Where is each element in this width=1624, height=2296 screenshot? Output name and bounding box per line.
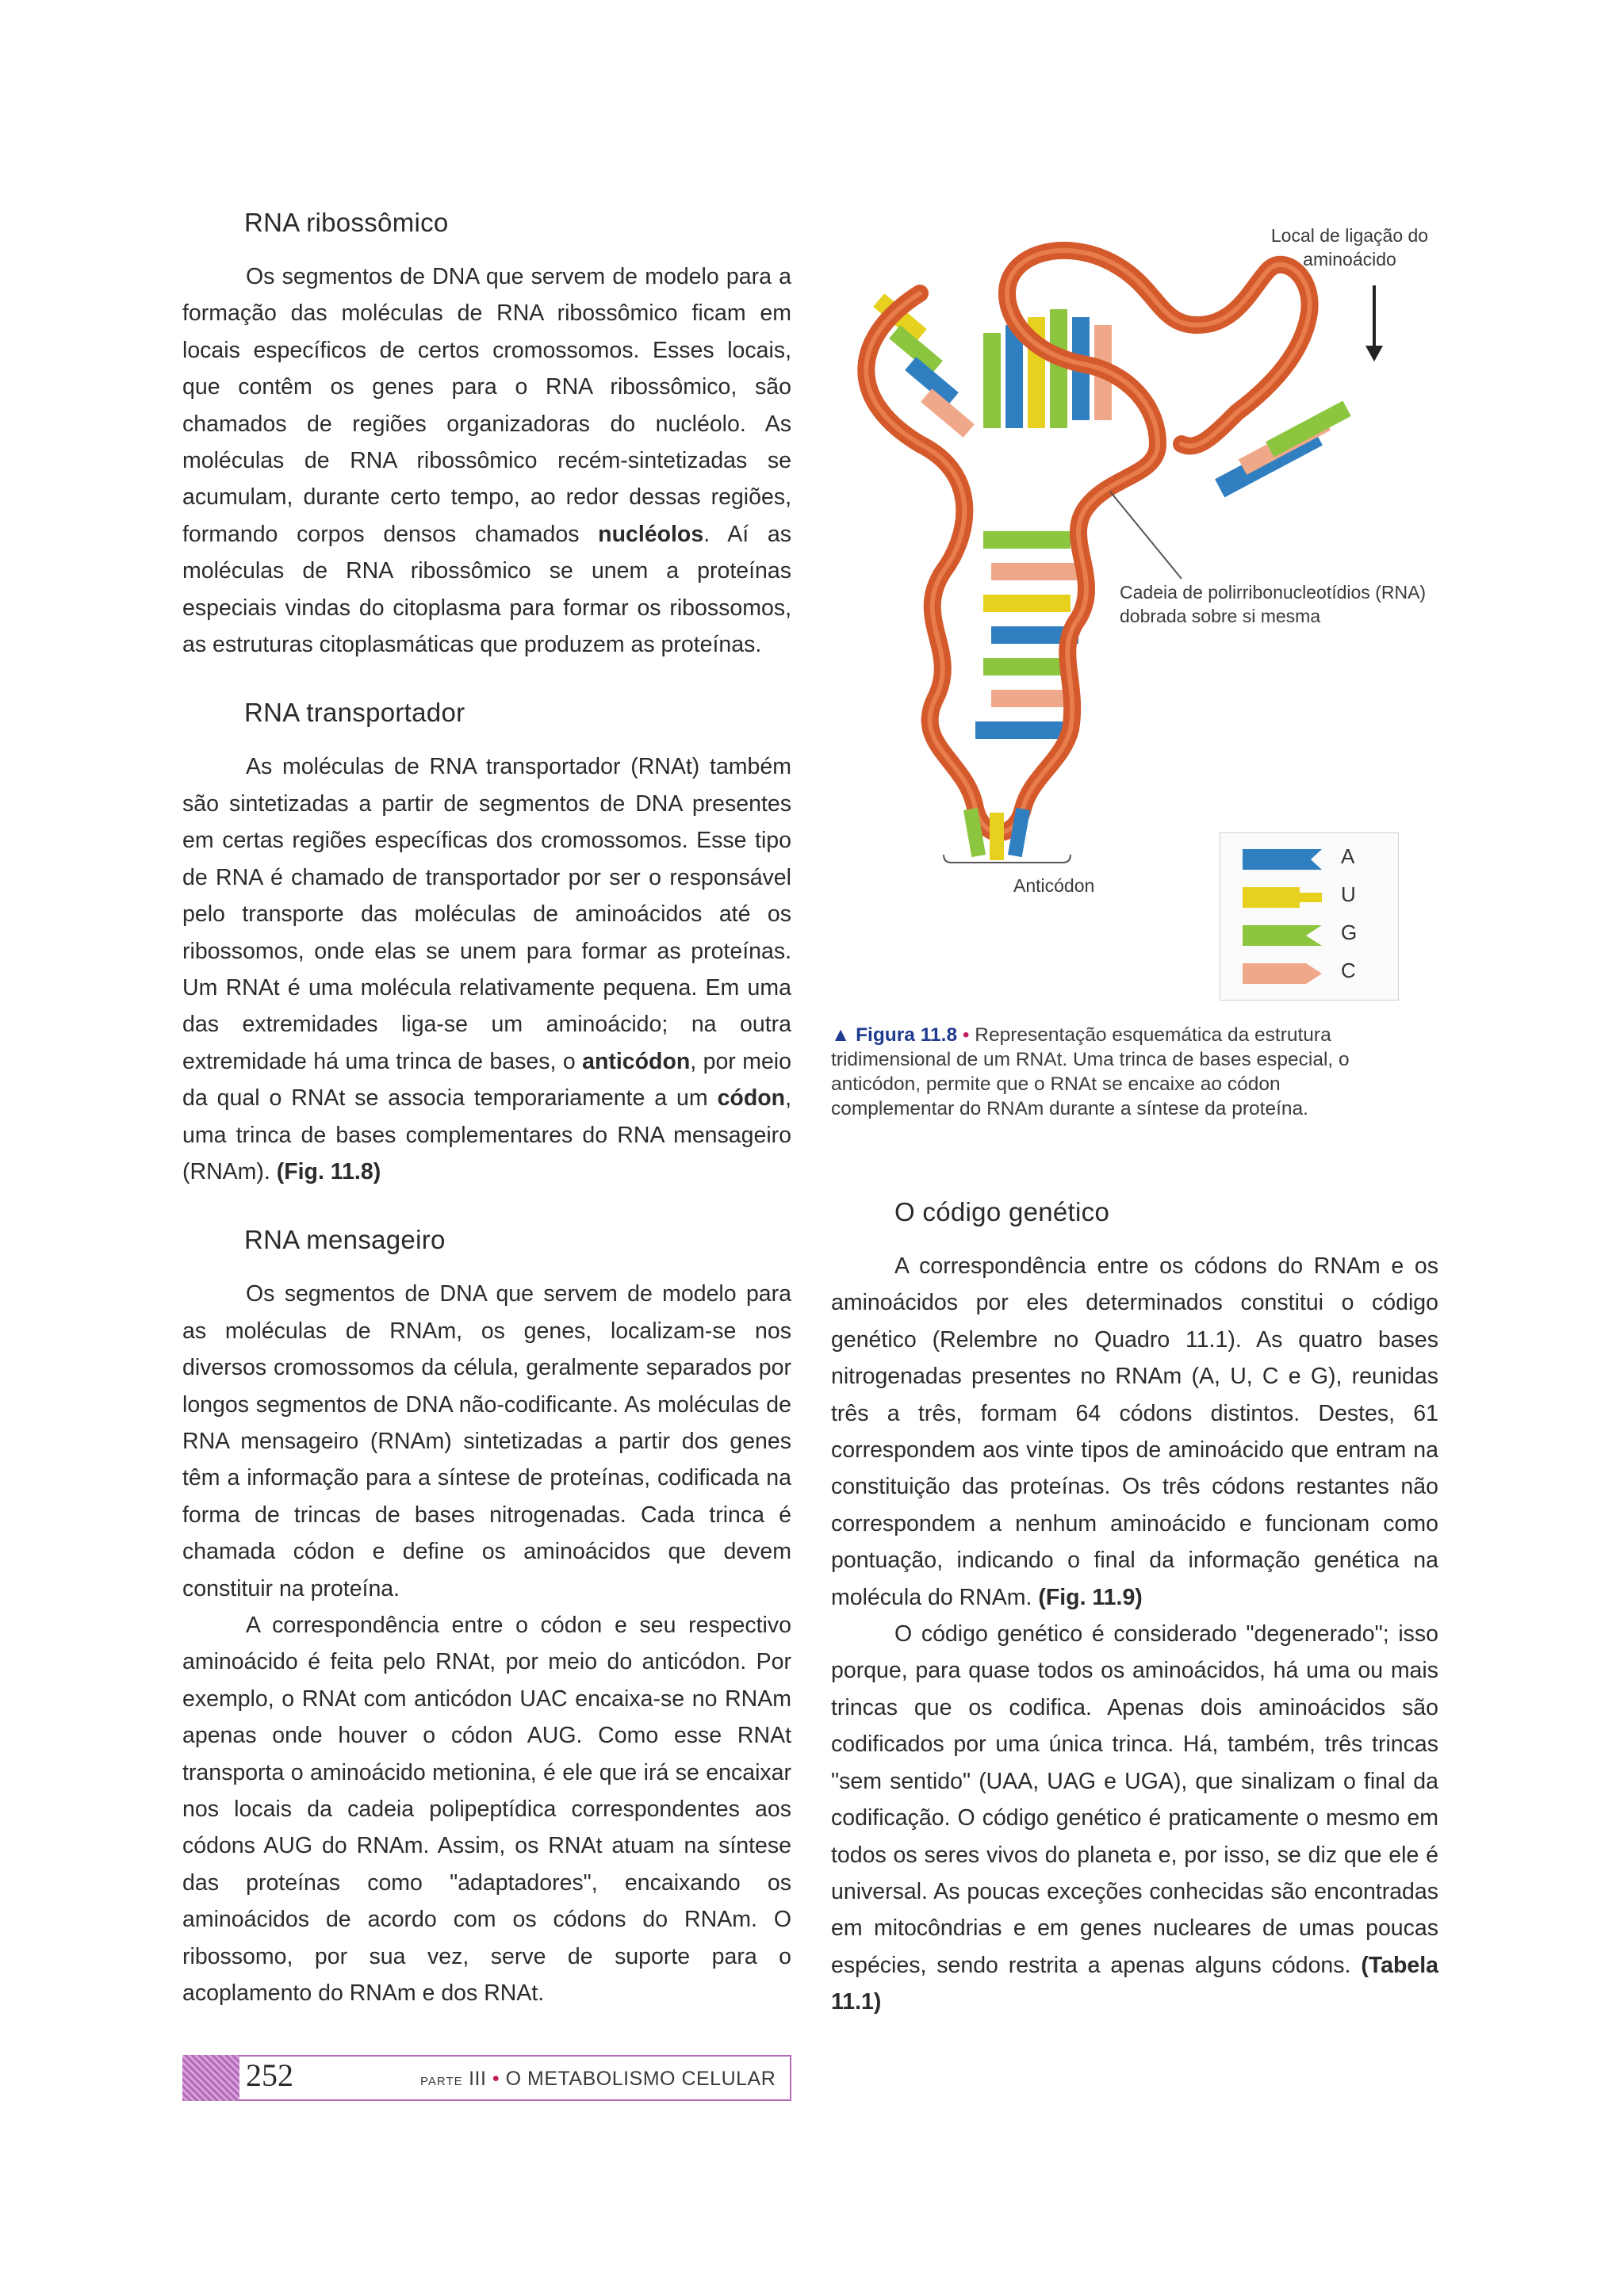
label-rna-chain: Cadeia de polirribonucleotídios (RNA) dobrada sobre si mesma (1120, 582, 1427, 626)
figure-caption (831, 1023, 1402, 1121)
legend-item-u (1243, 879, 1393, 916)
trna-illustration (825, 206, 1451, 872)
figure-trna-structure (825, 206, 1451, 1007)
running-footer: PARTE III • O METABOLISMO CELULAR (420, 2068, 776, 2090)
label-anticodon: Anticódon (1013, 875, 1095, 896)
caption-text: Representação esquemática da estrutura tridimensional de um RNAt. Uma trinca de bases especial, o anticódon, permite que o RNAt se encaixe ao códon complementar do RNAm durante a síntese da proteína. (831, 1024, 1350, 1119)
legend-item-c (1243, 955, 1393, 992)
figure-reference-11-9: (Fig. 11.9) (1038, 1584, 1143, 1610)
term-codon: códon (717, 1085, 786, 1112)
legend-letter-g: G (1341, 920, 1358, 944)
legend-letter-u: U (1341, 882, 1356, 906)
legend-item-a (1243, 841, 1393, 878)
page-footer (182, 2055, 791, 2101)
footer-color-patch (182, 2055, 239, 2101)
heading-rna-ribossomico: RNA ribossômico (244, 208, 449, 237)
paragraph-transportador: As moléculas de RNA transportador (RNAt) também são sintetizadas a partir de segmentos de DNA presentes em certas regiões específicas dos cromossomos. Esse tipo de RNA é chamado de transportador por ser o responsável pelo transporte das moléculas de aminoácidos até os ribossomos, onde elas se unem para formar as proteínas. Um RNAt é uma molécula relativamente pequena. Em uma das extremidades liga-se um aminoácido; na outra extremidade há uma trinca de bases, o anticódon, por meio da qual o RNAt se associa temporariamente a um códon, uma trinca de bases complementares do RNA mensageiro (RNAm). (Fig. 11.8) (182, 754, 791, 1184)
paragraph-ribossomico: Os segmentos de DNA que servem de modelo para a formação das moléculas de RNA ribossômico ficam em locais específicos de certos cromossomos. Esses locais, que contêm os genes para o RNA ribossômico, são chamados de regiões organizadoras do nucléolo. As moléculas de RNA ribossômico recém-sintetizadas se acumulam, durante certo tempo, ao redor dessas regiões, formando corpos densos chamados nucléolos. Aí as moléculas de RNA ribossômico se unem a proteínas especiais vindas do citoplasma para formar os ribossomos, as estruturas citoplasmáticas que produzem as proteínas. (182, 264, 791, 658)
right-column (831, 1197, 1438, 2021)
figure-reference: (Fig. 11.8) (276, 1158, 381, 1184)
legend-item-g (1243, 917, 1393, 954)
caption-triangle-icon: ▲ (831, 1024, 851, 1046)
term-anticodon: anticódon (582, 1048, 691, 1074)
label-binding-site: Local de ligação do aminoácido (1270, 225, 1429, 270)
legend-swatch-u (1243, 886, 1330, 909)
paragraph-codigo-genetico: A correspondência entre os códons do RNAm e os aminoácidos por eles determinados constitui o código genético (Relembre no Quadro 11.1). As quatro bases nitrogenadas presentes no RNAm (A, U, C e G), reunidas três a três, formam 64 códons distintos. Destes, 61 correspondem aos vinte tipos de aminoácido que entram na constituição das proteínas. Os três códons restantes não correspondem a nenhum aminoácido e funcionam como pontuação, indicando o final da informação genética na molécula do RNAm. (Fig. 11.9) O código genético é considerado "degenerado"; isso porque, para quase todos os aminoácidos, há uma ou mais trincas que os codifica. Apenas dois aminoácidos são codificados por uma única trinca. Há, também, três trincas "sem sentido" (UAA, UAG e UGA), que sinalizam o final da codificação. O código genético é praticamente o mesmo em todos os seres vivos do planeta e, por isso, se diz que ele é universal. As poucas exceções conhecidas são encontradas em mitocôndrias e em genes nucleares de umas poucas espécies, sendo restrita a apenas alguns códons. (Tabela 11.1) (831, 1253, 1438, 2015)
page-number: 252 (246, 2057, 293, 2093)
caption-figure-number: Figura 11.8 (856, 1024, 958, 1046)
chain-pointer-line (1110, 492, 1182, 579)
caption-bullet: • (962, 1024, 970, 1046)
left-column (182, 208, 791, 2011)
heading-rna-transportador: RNA transportador (244, 698, 465, 728)
heading-rna-mensageiro: RNA mensageiro (244, 1225, 446, 1255)
legend-swatch-a (1243, 848, 1330, 871)
anticodon-bracket (944, 855, 1071, 863)
anticodon-bases (963, 808, 1030, 860)
table-reference-11-1: (Tabela 11.1) (831, 1952, 1438, 2015)
legend-letter-c: C (1341, 959, 1356, 982)
legend-swatch-g (1243, 924, 1330, 947)
term-nucleolos: nucléolos (598, 521, 704, 547)
heading-codigo-genetico: O código genético (894, 1197, 1110, 1226)
legend-swatch-c (1243, 962, 1330, 985)
paragraph-mensageiro: Os segmentos de DNA que servem de modelo para as moléculas de RNAm, os genes, localizam-se nos diversos cromossomos da célula, geralmente separados por longos segmentos de DNA não-codificante. As moléculas de RNA mensageiro (RNAm) sintetizadas a partir dos genes têm a informação para a síntese de proteínas, codificada na forma de trincas de bases nitrogenadas. Cada trinca é chamada códon e define os aminoácidos que devem constituir na proteína. A correspondência entre o códon e seu respectivo aminoácido é feita pelo RNAt, por meio do anticódon. Por exemplo, o RNAt com anticódon UAC encaixa-se no RNAm apenas onde houver o códon AUG. Como esse RNAt transporta o aminoácido metionina, é ele que irá se encaixar nos locais da cadeia polipeptídica correspondentes aos códons AUG do RNAm. Assim, os RNAt atuam na síntese das proteínas como "adaptadores", encaixando os aminoácidos de acordo com os códons do RNAm. O ribossomo, por sua vez, serve de suporte para o acoplamento do RNAm e dos RNAt. (182, 1281, 791, 2007)
base-legend (1220, 832, 1399, 1001)
site-arrow-head (1365, 346, 1383, 362)
legend-letter-a: A (1341, 844, 1355, 868)
